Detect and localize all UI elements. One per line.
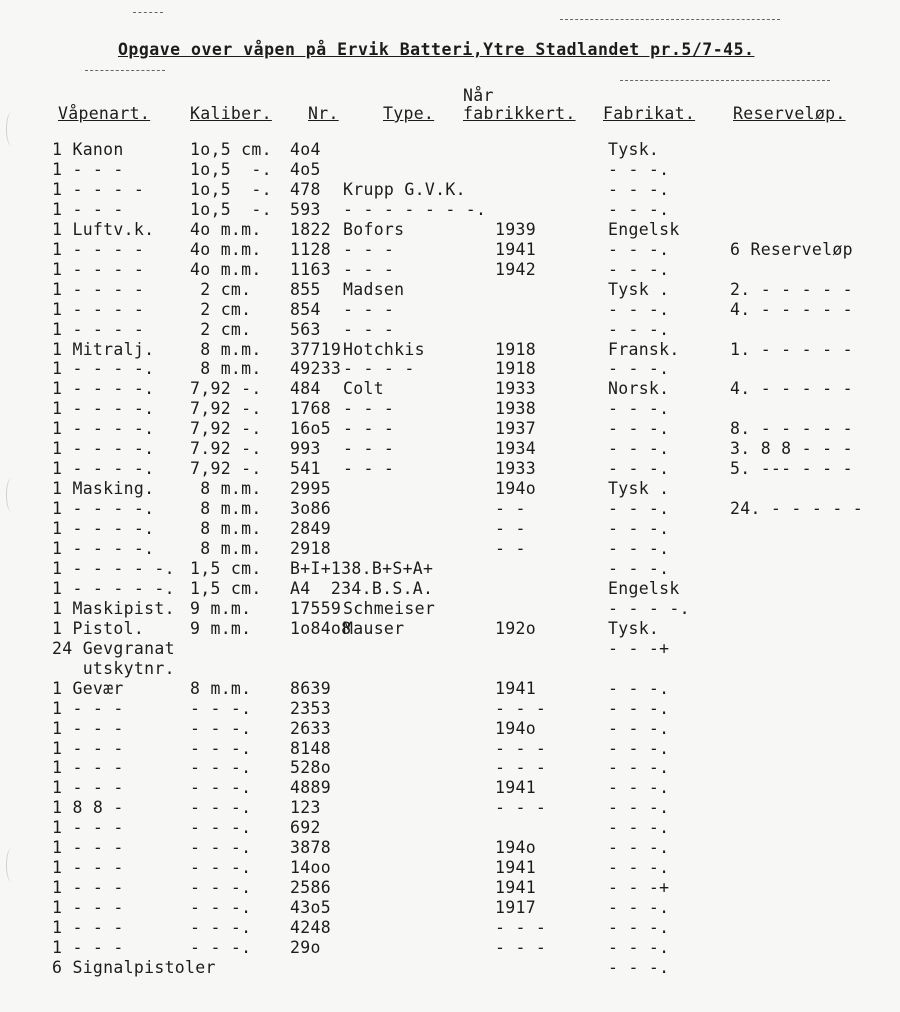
cell-nr: 123 (290, 798, 321, 818)
cell-type: - - - (343, 239, 395, 259)
cell-vapenart: 1 - - - - -. (52, 578, 175, 598)
cell-fabrikat: - - -. (608, 399, 670, 419)
cell-vapenart: 1 - - - - (52, 279, 145, 299)
cell-kaliber: 2 cm. (190, 299, 252, 319)
cell-nr: B+I+138.B+S+A+ (290, 558, 434, 578)
cell-nr: 8639 (290, 678, 331, 698)
cell-kaliber: - - -. (190, 938, 252, 957)
cell-type: - - - (343, 399, 395, 419)
cell-kaliber: 8 m.m. (190, 359, 262, 379)
cell-fabrikat: - - -. (608, 179, 670, 199)
header-nar: Når (463, 86, 494, 105)
cell-nr: 16o5 (290, 419, 331, 439)
cell-year: 1942 (495, 259, 536, 279)
header-kaliber: Kaliber. (190, 104, 272, 123)
cell-year: 1941 (495, 239, 536, 259)
cell-year: - - - (495, 918, 547, 938)
cell-kaliber: - - -. (190, 898, 252, 918)
cell-fabrikat: - - -. (608, 439, 670, 459)
cell-year: - - - (495, 738, 547, 758)
cell-nr: 2995 (290, 479, 331, 499)
cell-kaliber: 1,5 cm. (190, 578, 262, 598)
cell-nr: A4 234.B.S.A. (290, 578, 434, 598)
cell-kaliber: 1o,5 cm. (190, 140, 272, 159)
cell-nr: 993 (290, 439, 321, 459)
cell-vapenart: 1 Maskipist. (52, 598, 175, 618)
cell-fabrikat: - - - -. (608, 598, 690, 618)
cell-type: Bofors (343, 219, 405, 239)
cell-fabrikat: - - -. (608, 159, 670, 179)
cell-nr: 528o (290, 758, 331, 778)
cell-reserve: 1. - - - - - (730, 339, 853, 359)
header-fabrikkert: fabrikkert. (463, 104, 576, 123)
cell-kaliber: 8 m.m. (190, 519, 262, 539)
cell-nr: 854 (290, 299, 321, 319)
cell-year: 1941 (495, 878, 536, 898)
cell-kaliber: 9 m.m. (190, 598, 252, 618)
header-type: Type. (383, 104, 435, 123)
cell-kaliber: 2 cm. (190, 279, 252, 299)
cell-vapenart: 1 - - - -. (52, 539, 155, 558)
cell-vapenart: 1 - - - -. (52, 399, 155, 419)
cell-year: 1934 (495, 439, 536, 459)
cell-nr: 1163 (290, 259, 331, 279)
cell-kaliber: 8 m.m. (190, 499, 262, 519)
cell-kaliber: 1o,5 -. (190, 159, 272, 179)
punch-hole-mark (6, 112, 17, 146)
cell-year: 194o (495, 838, 536, 858)
cell-year: - - - (495, 758, 547, 778)
cell-kaliber: 7,92 -. (190, 419, 262, 439)
cell-fabrikat: - - -. (608, 818, 670, 838)
cell-year: - - - (495, 798, 547, 818)
cell-fabrikat: - - -. (608, 359, 670, 379)
cell-kaliber: - - -. (190, 718, 252, 738)
cell-vapenart: 1 - - - - (52, 179, 145, 199)
cell-nr: 478 (290, 179, 321, 199)
cell-fabrikat: - - -. (608, 539, 670, 558)
cell-nr: 593 (290, 199, 321, 219)
cell-fabrikat: Fransk. (608, 339, 680, 359)
cell-vapenart: 1 Kanon (52, 140, 124, 159)
cell-nr: 14oo (290, 858, 331, 878)
cell-reserve: 2. - - - - - (730, 279, 853, 299)
cell-kaliber: 7,92 -. (190, 459, 262, 479)
cell-vapenart: 24 Gevgranat (52, 638, 175, 658)
title-dash-mark (85, 70, 165, 71)
cell-nr: 43o5 (290, 898, 331, 918)
cell-nr: 563 (290, 319, 321, 339)
cell-fabrikat: - - -. (608, 758, 670, 778)
cell-year: - - (495, 519, 526, 539)
cell-year: 1938 (495, 399, 536, 419)
cell-fabrikat: Tysk . (608, 479, 670, 499)
top-dash-mark (133, 12, 163, 13)
cell-reserve: 3. 8 8 - - - (730, 439, 853, 459)
cell-nr: 855 (290, 279, 321, 299)
cell-year: 1939 (495, 219, 536, 239)
cell-vapenart: utskytnr. (52, 658, 175, 678)
cell-nr: 1768 (290, 399, 331, 419)
cell-vapenart: 1 - - - (52, 758, 124, 778)
cell-fabrikat: Tysk . (608, 279, 670, 299)
cell-vapenart: 1 - - - (52, 738, 124, 758)
cell-year: - - - (495, 698, 547, 718)
cell-kaliber: 4o m.m. (190, 219, 262, 239)
cell-nr: 2918 (290, 539, 331, 558)
cell-fabrikat: - - -. (608, 519, 670, 539)
cell-vapenart: 1 - - - -. (52, 379, 155, 399)
cell-type: - - - (343, 319, 395, 339)
cell-vapenart: 1 - - - -. (52, 459, 155, 479)
cell-vapenart: 1 - - - (52, 818, 124, 838)
cell-vapenart: 1 - - - -. (52, 519, 155, 539)
cell-vapenart: 1 - - - -. (52, 359, 155, 379)
cell-vapenart: 1 - - - (52, 938, 124, 957)
cell-vapenart: 1 - - - - -. (52, 558, 175, 578)
cell-year: - - - (495, 938, 547, 957)
cell-fabrikat: Tysk. (608, 618, 660, 638)
cell-nr: 484 (290, 379, 321, 399)
cell-type: - - - - (343, 359, 415, 379)
cell-year: 1933 (495, 379, 536, 399)
cell-kaliber: - - -. (190, 698, 252, 718)
cell-type: - - - - - - -. (343, 199, 487, 219)
cell-nr: 49233 (290, 359, 342, 379)
cell-fabrikat: - - -. (608, 558, 670, 578)
cell-nr: 4248 (290, 918, 331, 938)
header-nr: Nr. (308, 104, 339, 123)
cell-nr: 37719 (290, 339, 342, 359)
cell-nr: 8148 (290, 738, 331, 758)
cell-vapenart: 1 Masking. (52, 479, 155, 499)
cell-vapenart: 1 - - - (52, 898, 124, 918)
cell-fabrikat: - - -. (608, 918, 670, 938)
cell-vapenart: 1 - - - - (52, 239, 145, 259)
cell-fabrikat: - - -. (608, 239, 670, 259)
document-title: Opgave over våpen på Ervik Batteri,Ytre Stadlandet pr.5/7-45. (118, 40, 755, 59)
cell-kaliber: - - -. (190, 738, 252, 758)
cell-year: 194o (495, 718, 536, 738)
cell-type: - - - (343, 299, 395, 319)
cell-kaliber: 2 cm. (190, 319, 252, 339)
top-dash-mark (560, 19, 780, 20)
cell-vapenart: 1 - - - (52, 778, 124, 798)
cell-fabrikat: - - -. (608, 898, 670, 918)
cell-type: - - - (343, 419, 395, 439)
cell-nr: 1128 (290, 239, 331, 259)
cell-fabrikat: - - -. (608, 798, 670, 818)
header-fabrikat: Fabrikat. (603, 104, 696, 123)
cell-fabrikat: - - -. (608, 459, 670, 479)
cell-kaliber: 1,5 cm. (190, 558, 262, 578)
cell-kaliber: - - -. (190, 818, 252, 838)
cell-fabrikat: - - -. (608, 718, 670, 738)
cell-vapenart: 1 - - - -. (52, 419, 155, 439)
cell-fabrikat: - - -. (608, 778, 670, 798)
cell-kaliber: 8 m.m. (190, 339, 262, 359)
cell-type: - - - (343, 259, 395, 279)
cell-kaliber: 9 m.m. (190, 618, 252, 638)
cell-fabrikat: - - -. (608, 499, 670, 519)
cell-year: - - (495, 499, 526, 519)
cell-vapenart: 1 - - - -. (52, 499, 155, 519)
punch-hole-mark (6, 478, 17, 512)
cell-nr: 29o (290, 938, 321, 957)
cell-type: Colt (343, 379, 384, 399)
cell-type: Schmeiser (343, 598, 436, 618)
cell-fabrikat: - - -. (608, 838, 670, 858)
header-vapenart: Våpenart. (58, 104, 151, 123)
cell-reserve: 6 Reserveløp (730, 239, 853, 259)
cell-vapenart: 1 Mitralj. (52, 339, 155, 359)
cell-vapenart: 1 Luftv.k. (52, 219, 155, 239)
cell-vapenart: 6 Signalpistoler (52, 957, 216, 977)
cell-reserve: 24. - - - - - (730, 499, 864, 519)
cell-fabrikat: - - -. (608, 199, 670, 219)
cell-year: 1941 (495, 678, 536, 698)
punch-hole-mark (6, 848, 17, 882)
cell-kaliber: - - -. (190, 758, 252, 778)
cell-year: 1917 (495, 898, 536, 918)
cell-fabrikat: - - -. (608, 938, 670, 957)
cell-year: 1941 (495, 778, 536, 798)
cell-fabrikat: - - -. (608, 259, 670, 279)
cell-kaliber: 8 m.m. (190, 678, 252, 698)
cell-year: 1933 (495, 459, 536, 479)
cell-kaliber: 1o,5 -. (190, 199, 272, 219)
cell-type: - - - (343, 459, 395, 479)
cell-vapenart: 1 - - - (52, 718, 124, 738)
cell-nr: 4o5 (290, 159, 321, 179)
cell-kaliber: - - -. (190, 878, 252, 898)
cell-year: 1918 (495, 339, 536, 359)
cell-year: 1918 (495, 359, 536, 379)
cell-vapenart: 1 8 8 - (52, 798, 124, 818)
cell-vapenart: 1 - - - (52, 838, 124, 858)
cell-fabrikat: - - -. (608, 698, 670, 718)
cell-year: 1941 (495, 858, 536, 878)
cell-vapenart: 1 - - - -. (52, 439, 155, 459)
cell-type: Mauser (343, 618, 405, 638)
cell-fabrikat: Engelsk (608, 578, 680, 598)
cell-kaliber: 7,92 -. (190, 379, 262, 399)
cell-vapenart: 1 - - - - (52, 299, 145, 319)
cell-nr: 3878 (290, 838, 331, 858)
cell-fabrikat: Engelsk (608, 219, 680, 239)
cell-fabrikat: - - -. (608, 319, 670, 339)
cell-nr: 1822 (290, 219, 331, 239)
cell-fabrikat: - - -. (608, 299, 670, 319)
cell-type: Madsen (343, 279, 405, 299)
cell-year: 194o (495, 479, 536, 499)
cell-type: Krupp G.V.K. (343, 179, 466, 199)
cell-kaliber: 8 m.m. (190, 479, 262, 499)
cell-type: Hotchkis (343, 339, 425, 359)
cell-reserve: 5. --- - - - (730, 459, 853, 479)
cell-nr: 4889 (290, 778, 331, 798)
cell-vapenart: 1 Pistol. (52, 618, 145, 638)
cell-nr: 2849 (290, 519, 331, 539)
cell-nr: 4o4 (290, 140, 321, 159)
cell-fabrikat: - - -. (608, 419, 670, 439)
cell-fabrikat: Tysk. (608, 140, 660, 159)
cell-year: - - (495, 539, 526, 558)
cell-kaliber: - - -. (190, 798, 252, 818)
cell-fabrikat: Norsk. (608, 379, 670, 399)
cell-nr: 541 (290, 459, 321, 479)
cell-reserve: 4. - - - - - (730, 379, 853, 399)
cell-fabrikat: - - -. (608, 957, 670, 977)
cell-vapenart: 1 - - - - (52, 259, 145, 279)
cell-nr: 2633 (290, 718, 331, 738)
cell-kaliber: 7.92 -. (190, 439, 262, 459)
cell-nr: 1o84o8 (290, 618, 352, 638)
cell-fabrikat: - - -. (608, 678, 670, 698)
cell-type: - - - (343, 439, 395, 459)
cell-vapenart: 1 - - - - (52, 319, 145, 339)
cell-fabrikat: - - -. (608, 858, 670, 878)
cell-nr: 2586 (290, 878, 331, 898)
cell-nr: 692 (290, 818, 321, 838)
cell-vapenart: 1 - - - (52, 698, 124, 718)
cell-reserve: 8. - - - - - (730, 419, 853, 439)
cell-vapenart: 1 - - - (52, 199, 124, 219)
cell-vapenart: 1 Gevær (52, 678, 124, 698)
cell-kaliber: - - -. (190, 778, 252, 798)
cell-vapenart: 1 - - - (52, 159, 124, 179)
cell-nr: 2353 (290, 698, 331, 718)
cell-reserve: 4. - - - - - (730, 299, 853, 319)
cell-fabrikat: - - -+ (608, 638, 670, 658)
cell-nr: 17559 (290, 598, 342, 618)
cell-nr: 3o86 (290, 499, 331, 519)
header-reserve: Reserveløp. (733, 104, 846, 123)
cell-fabrikat: - - -+ (608, 878, 670, 898)
cell-fabrikat: - - -. (608, 738, 670, 758)
cell-year: 192o (495, 618, 536, 638)
cell-vapenart: 1 - - - (52, 918, 124, 938)
cell-vapenart: 1 - - - (52, 878, 124, 898)
cell-kaliber: 4o m.m. (190, 259, 262, 279)
cell-kaliber: 8 m.m. (190, 539, 262, 558)
cell-kaliber: - - -. (190, 838, 252, 858)
cell-kaliber: - - -. (190, 858, 252, 878)
cell-kaliber: - - -. (190, 918, 252, 938)
cell-vapenart: 1 - - - (52, 858, 124, 878)
title-dash-mark (620, 80, 830, 81)
cell-year: 1937 (495, 419, 536, 439)
cell-kaliber: 4o m.m. (190, 239, 262, 259)
cell-kaliber: 7,92 -. (190, 399, 262, 419)
cell-kaliber: 1o,5 -. (190, 179, 272, 199)
